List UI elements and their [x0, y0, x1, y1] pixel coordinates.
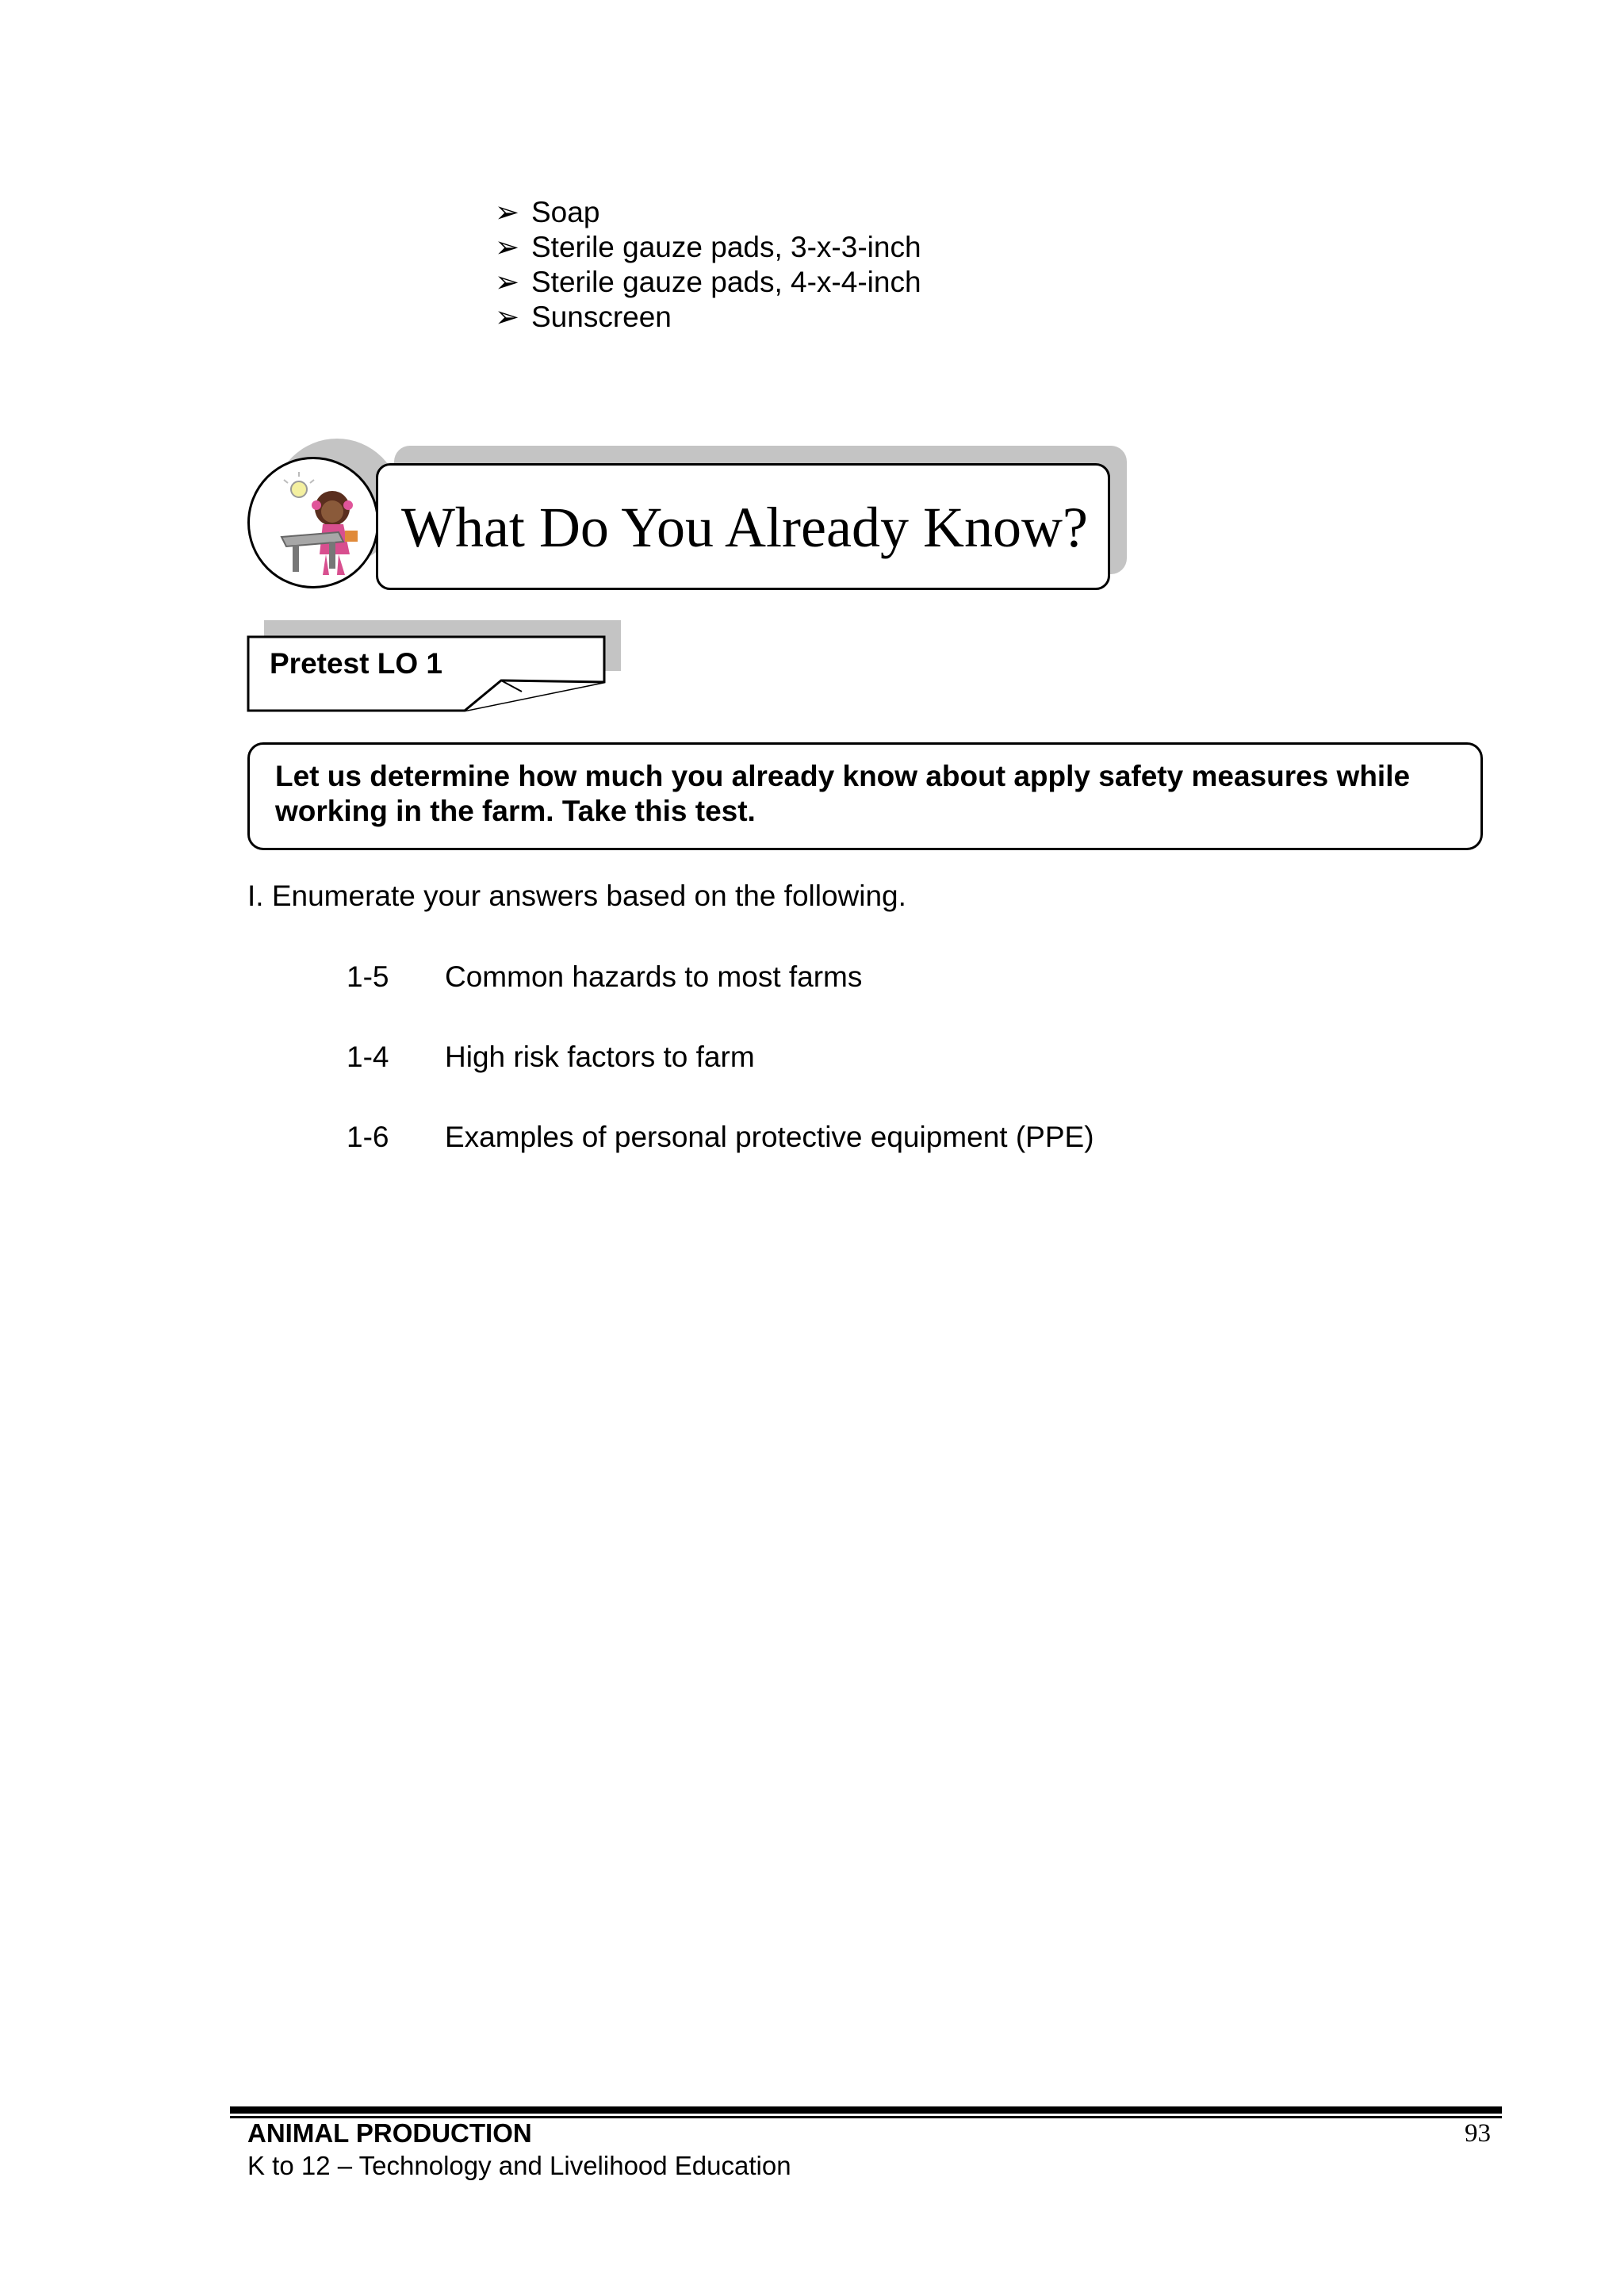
footer-rule	[230, 2106, 1502, 2114]
arrow-bullet-icon: ➢	[495, 301, 520, 333]
item-text: Common hazards to most farms	[445, 960, 863, 993]
instruction-box	[247, 742, 1483, 850]
arrow-bullet-icon: ➢	[495, 266, 520, 298]
item-number: 1-6	[347, 1121, 389, 1153]
footer-subtitle: K to 12 – Technology and Livelihood Education	[247, 2151, 791, 2180]
list-item: ➢ Sunscreen	[495, 301, 672, 333]
item-number: 1-5	[347, 960, 389, 993]
list-item	[347, 960, 1094, 1040]
list-item: ➢ Sterile gauze pads, 3-x-3-inch	[495, 231, 921, 263]
page-number: 93	[1465, 2119, 1491, 2148]
enumeration-list	[347, 960, 1094, 1200]
list-item: ➢ Soap	[495, 196, 600, 228]
arrow-bullet-icon: ➢	[495, 196, 520, 228]
section-title: What Do You Already Know?	[401, 496, 1088, 559]
supplies-list	[495, 195, 921, 335]
footer-title: ANIMAL PRODUCTION	[247, 2118, 532, 2148]
arrow-bullet-icon: ➢	[495, 231, 520, 263]
item-text: High risk factors to farm	[445, 1041, 755, 1073]
list-item	[347, 1040, 1094, 1120]
list-item: ➢ Sterile gauze pads, 4-x-4-inch	[495, 266, 921, 298]
instruction-text: Let us determine how much you already know about apply safety measures while working in the farm. Take this test.	[275, 760, 1411, 827]
enumeration-intro: I. Enumerate your answers based on the following.	[247, 880, 906, 912]
item-number: 1-4	[347, 1041, 389, 1073]
list-item	[347, 1120, 1094, 1200]
student-at-desk-icon	[247, 457, 379, 588]
item-text: Examples of personal protective equipment (PPE)	[445, 1121, 1094, 1153]
pretest-label: Pretest LO 1	[270, 647, 442, 680]
